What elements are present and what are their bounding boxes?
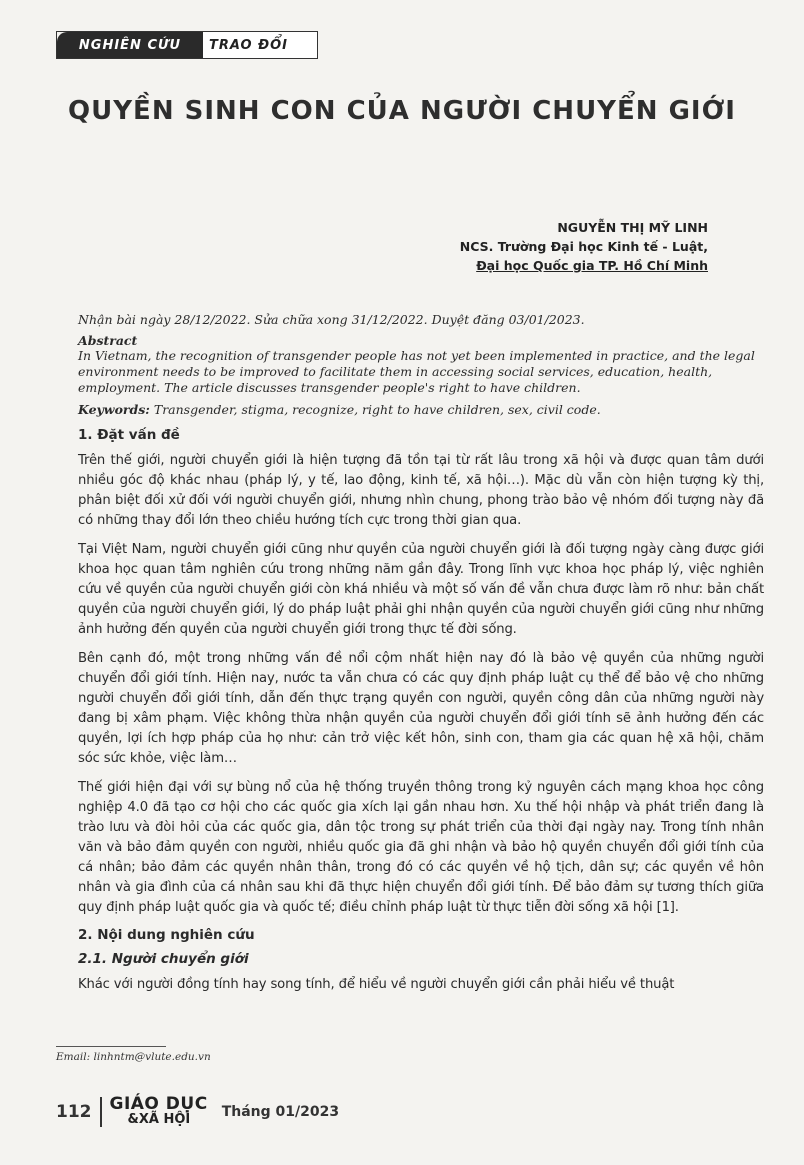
paragraph-4: Thế giới hiện đại với sự bùng nổ của hệ thống truyền thông trong kỷ nguyên cách mạng khoa học công nghiệp 4.0 đã tạo cơ hội cho các quốc gia xích lại gần nhau hơn. Xu thế hội nhập và phát triển đang là trào lưu và đòi hỏi của các quốc gia, dân tộc trong sự phát triển của thời đại ngày nay. Trong tính nhân văn và bảo đảm quyền con người, nhiều quốc gia đã ghi nhận và bảo hộ quyền chuyển đổi giới tính của cá nhân; bảo đảm các quyền nhân thân, trong đó có các quyền về hộ tịch, dân sự; các quyền về hôn nhân và gia đình của cá nhân sau khi đã thực hiện chuyển đổi giới tính. Để bảo đảm sự tương thích giữa quy định pháp luật quốc gia và quốc tế; điều chỉnh pháp luật từ thực tiễn đời sống xã hội [1]. [78,780,764,915]
journal-logo [110,1096,208,1128]
paragraph-1: Trên thế giới, người chuyển giới là hiện tượng đã tồn tại từ rất lâu trong xã hội và được quan tâm dưới nhiều góc độ khác nhau (pháp lý, y tế, lao động, kinh tế, xã hội…). Mặc dù vẫn còn hiện tượng kỳ thị, phân biệt đối xử đối với người chuyển giới, nhưng nhìn chung, phong trào bảo vệ nhóm đối tượng này đã có những thay đổi lớn theo chiều hướng tích cực trong thời gian qua. [78,453,764,528]
footnote-email: Email: linhntm@vlute.edu.vn [56,1051,211,1063]
paragraph-3: Bên cạnh đó, một trong những vấn đề nổi cộm nhất hiện nay đó là bảo vệ quyền của những người chuyển đổi giới tính. Hiện nay, nước ta vẫn chưa có các quy định pháp luật cụ thể để bảo vệ cho những người chuyển đổi giới tính, dẫn đến thực trạng quyền con người, quyền công dân của những người này đang bị xâm phạm. Việc không thừa nhận quyền của người chuyển đổi giới tính sẽ ảnh hưởng đến các quyền, lợi ích hợp pháp của họ như: cản trở việc kết hôn, sinh con, tham gia các quan hệ xã hội, chăm sóc sức khỏe, việc làm… [78,651,764,766]
author-name: NGUYỄN THỊ MỸ LINH [557,220,708,235]
paragraph-2: Tại Việt Nam, người chuyển giới cũng như quyền của người chuyển giới là đối tượng ngày càng được giới khoa học quan tâm nghiên cứu trong những năm gần đây. Trong lĩnh vực khoa học pháp lý, việc nghiên cứu về quyền của người chuyển giới còn khá nhiều và một số vấn đề vẫn chưa được làm rõ như: bản chất quyền của người chuyển giới, lý do pháp luật phải ghi nhận quyền của người chuyển giới cũng như những ảnh hưởng đến quyền của người chuyển giới trong thực tế đời sống. [78,542,764,637]
subsection-label: TRAO ĐỔI [203,32,317,58]
section-header [56,31,318,59]
author-affiliation-2: Đại học Quốc gia TP. Hồ Chí Minh [476,258,708,273]
journal-logo-bottom: &XÃ HỘI [127,1112,191,1127]
abstract-heading: Abstract [78,333,138,348]
section-heading-1: 1. Đặt vấn đề [78,427,180,443]
author-affiliation-1: NCS. Trường Đại học Kinh tế - Luật, [459,239,708,254]
footer-divider [100,1097,102,1127]
page-number: 112 [56,1102,92,1122]
author-block [460,218,708,275]
abstract-text: In Vietnam, the recognition of transgender people has not yet been implemented in practice, and the legal environment needs to be improved to facilitate them in accessing social services, education, health, employment. The article discusses transgender people's right to have children. [78,348,755,395]
page-footer [56,1096,339,1128]
submission-dates: Nhận bài ngày 28/12/2022. Sửa chữa xong 31/12/2022. Duyệt đăng 03/01/2023. [78,312,585,327]
journal-logo-top: GIÁO DỤC [109,1094,208,1114]
paragraph-5: Khác với người đồng tính hay song tính, để hiểu về người chuyển giới cần phải hiểu về thuật [78,977,675,992]
keywords-text: Transgender, stigma, recognize, right to have children, sex, civil code. [149,402,601,417]
footnote-divider [56,1046,166,1047]
issue-date: Tháng 01/2023 [221,1104,340,1120]
article-body [78,312,764,1004]
keywords [78,402,764,417]
article-title: QUYỀN SINH CON CỦA NGƯỜI CHUYỂN GIỚI [68,96,736,126]
section-label: NGHIÊN CỨU [57,32,203,58]
keywords-label: Keywords: [78,402,150,417]
subsection-heading-2-1: 2.1. Người chuyển giới [78,951,249,967]
section-heading-2: 2. Nội dung nghiên cứu [78,927,255,943]
